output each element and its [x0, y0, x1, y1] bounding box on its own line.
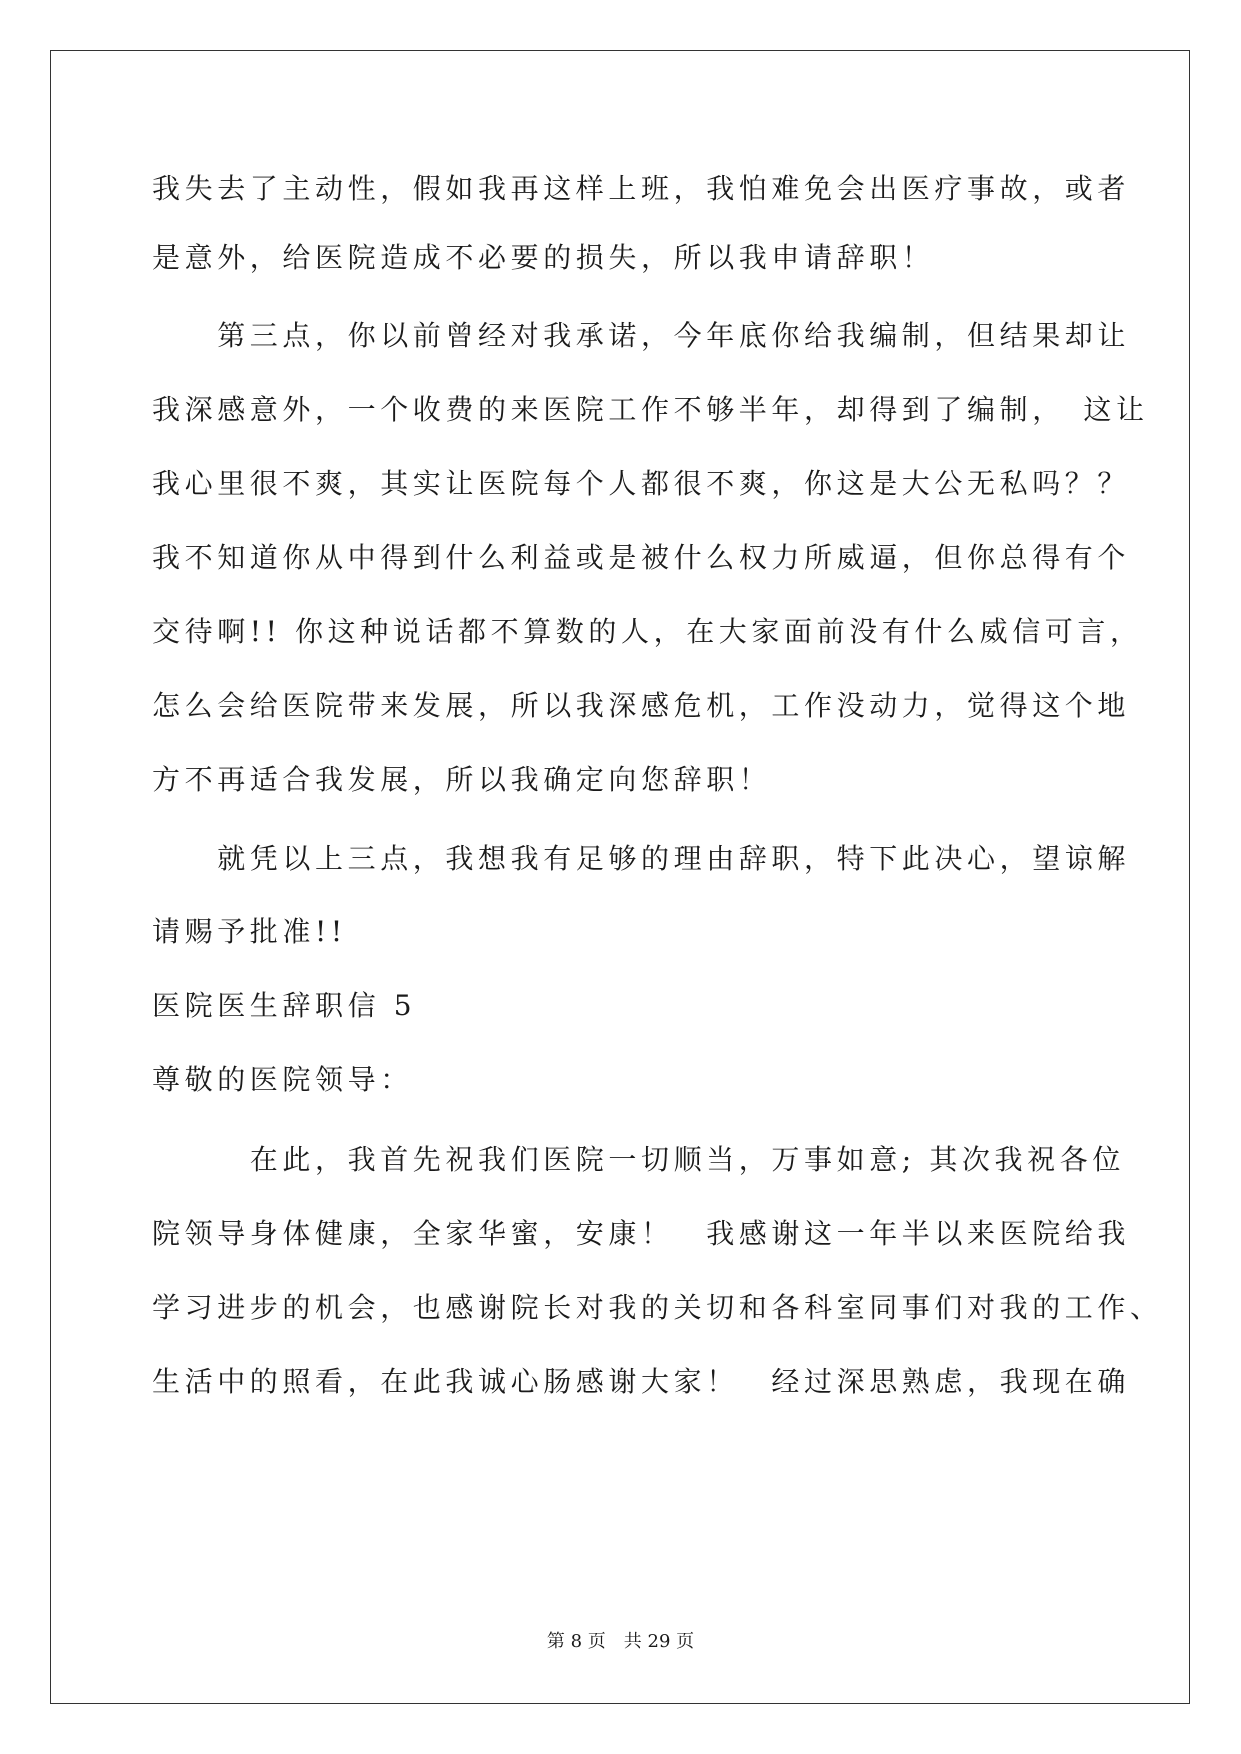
text-line: 在此，我首先祝我们医院一切顺当，万事如意; 其次我祝各位: [152, 1143, 1125, 1176]
text-line: 我心里很不爽，其实让医院每个人都很不爽，你这是大公无私吗？？: [152, 467, 1131, 500]
text-line: 我深感意外，一个收费的来医院工作不够半年，却得到了编制， 这让: [152, 393, 1149, 426]
text-line: 学习进步的机会，也感谢院长对我的关切和各科室同事们对我的工作、: [152, 1291, 1163, 1324]
text-line: 院领导身体健康，全家华蜜，安康！ 我感谢这一年半以来医院给我: [152, 1217, 1131, 1250]
salutation: 尊敬的医院领导：: [152, 1063, 413, 1096]
text-line: 就凭以上三点，我想我有足够的理由辞职，特下此决心，望谅解: [152, 842, 1131, 875]
text-line: 生活中的照看，在此我诚心肠感谢大家！ 经过深思熟虑，我现在确: [152, 1365, 1131, 1398]
section-heading: 医院医生辞职信 5: [152, 989, 417, 1022]
text-line: 方不再适合我发展，所以我确定向您辞职！: [152, 763, 772, 796]
text-line: 请赐予批准!!: [152, 915, 347, 948]
page-number: 第 8 页 共 29 页: [546, 1631, 695, 1652]
text-line: 交待啊!! 你这种说话都不算数的人，在大家面前没有什么威信可言，: [152, 615, 1143, 648]
text-line: 是意外，给医院造成不必要的损失，所以我申请辞职！: [152, 241, 935, 274]
text-line: 我不知道你从中得到什么利益或是被什么权力所威逼，但你总得有个: [152, 541, 1131, 574]
text-line: 我失去了主动性，假如我再这样上班，我怕难免会出医疗事故，或者: [152, 172, 1131, 205]
text-line: 第三点，你以前曾经对我承诺，今年底你给我编制，但结果却让: [152, 319, 1131, 352]
text-line: 怎么会给医院带来发展，所以我深感危机，工作没动力，觉得这个地: [152, 689, 1131, 722]
